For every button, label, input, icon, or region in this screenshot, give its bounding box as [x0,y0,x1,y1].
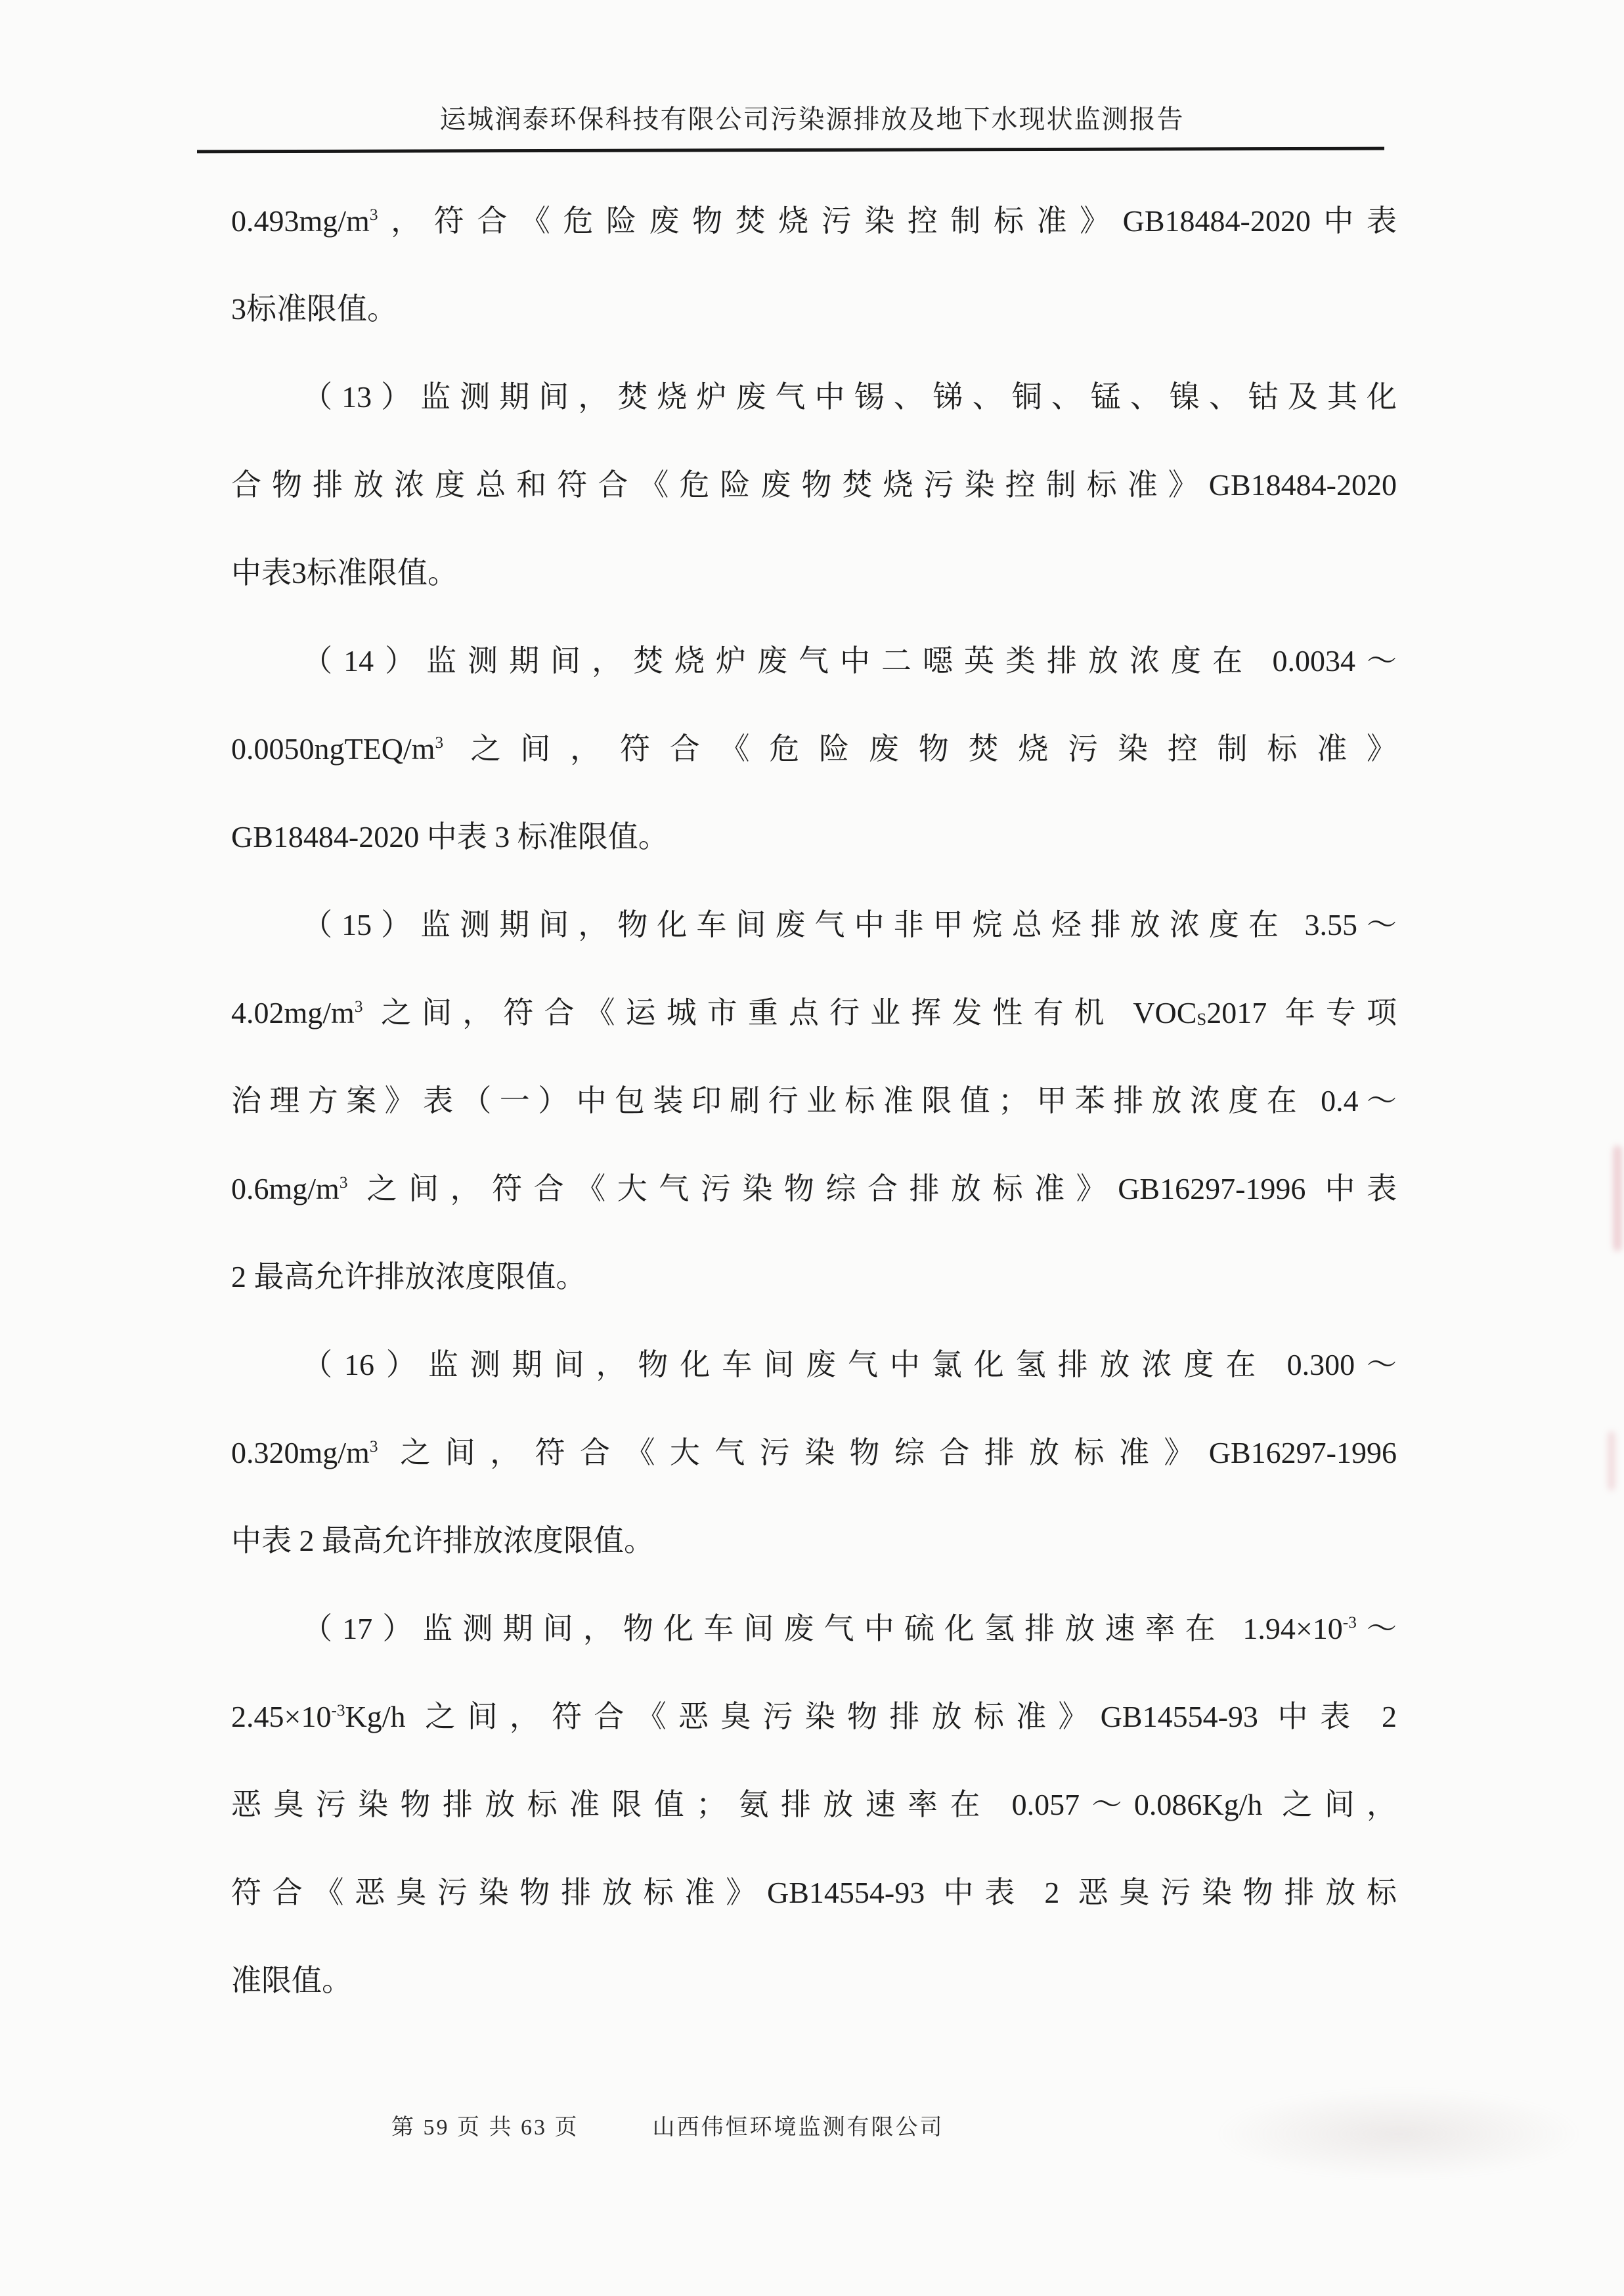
text-sub: S [1196,1009,1207,1029]
text-run: ，符合《危险废物焚烧污染控制标准》GB18484-2020中表 [378,204,1397,238]
text-sup: -3 [1342,1613,1357,1632]
text-run: 2017 年专项 [1206,996,1397,1029]
scan-edge-artifact [1613,1146,1621,1251]
page-number: 第 59 页 共 63 页 [391,2115,579,2140]
text-run: 合物排放浓度总和符合《危险废物焚烧污染控制标准》GB18484-2020 [231,468,1397,502]
body-text [231,177,1397,2025]
text-run: 2 最高允许排放浓度限值。 [231,1260,586,1293]
body-line [231,793,1397,881]
text-run: 之间，符合《运城市重点行业挥发性有机 VOC [362,996,1197,1029]
text-run: （13）监测期间，焚烧炉废气中锡、锑、铜、锰、镍、钴及其化 [302,380,1397,414]
body-line [231,617,1397,705]
body-line [231,969,1397,1057]
body-line [231,1673,1397,1761]
body-line [231,1145,1397,1233]
body-line [231,1057,1397,1145]
body-line [231,1409,1397,1497]
body-line [231,881,1397,969]
text-sup: 3 [435,733,444,752]
text-run: 0.320mg/m [231,1436,370,1469]
body-line [231,265,1397,353]
text-run: 恶臭污染物排放标准限值；氨排放速率在 0.057～0.086Kg/h 之间， [231,1788,1397,1821]
body-line [231,353,1397,441]
body-line [231,177,1397,265]
text-run: 3标准限值。 [231,292,397,326]
text-run: 准限值。 [231,1964,352,1997]
text-sup: 3 [339,1173,348,1192]
header-divider [197,147,1384,154]
body-line [231,1849,1397,1937]
text-run: （14）监测期间，焚烧炉废气中二噁英类排放浓度在 0.0034～ [302,644,1397,678]
text-run: 0.6mg/m [231,1172,340,1205]
body-line [231,1497,1397,1585]
text-run: 中表 2 最高允许排放浓度限值。 [231,1524,654,1557]
body-line [231,1233,1397,1321]
body-line [231,529,1397,617]
text-sup: 3 [369,205,378,224]
text-run: （17）监测期间，物化车间废气中硫化氢排放速率在 1.94×10 [302,1612,1343,1645]
text-sup: -3 [331,1700,345,1720]
text-run: 之间，符合《危险废物焚烧污染控制标准》 [443,732,1397,766]
text-run: 治理方案》表（一）中包装印刷行业标准限值；甲苯排放浓度在 0.4～ [231,1084,1397,1117]
body-line [231,441,1397,529]
body-line [231,705,1397,793]
text-run: 4.02mg/m [231,996,355,1029]
page-footer [391,2109,944,2141]
text-run: （16）监测期间，物化车间废气中氯化氢排放浓度在 0.300～ [302,1348,1397,1381]
body-line [231,1585,1397,1673]
body-line [231,1321,1397,1409]
text-run: ～ [1356,1612,1397,1645]
scan-edge-artifact [1608,1431,1615,1490]
text-sup: 3 [354,997,363,1016]
text-run: 之间，符合《大气污染物综合排放标准》GB16297-1996 中表 [347,1172,1397,1205]
text-run: （15）监测期间，物化车间废气中非甲烷总烃排放浓度在 3.55～ [302,908,1397,942]
text-run: 之间，符合《大气污染物综合排放标准》GB16297-1996 [378,1436,1397,1469]
text-run: GB18484-2020 中表 3 标准限值。 [231,820,669,854]
body-line [231,1761,1397,1849]
company-name: 山西伟恒环境监测有限公司 [652,2115,944,2140]
text-run: 符合《恶臭污染物排放标准》GB14554-93 中表 2 恶臭污染物排放标 [231,1876,1397,1909]
scan-smudge [1215,2088,1583,2180]
text-run: 0.0050ngTEQ/m [231,732,435,766]
text-run: Kg/h 之间，符合《恶臭污染物排放标准》GB14554-93 中表 2 [345,1700,1397,1733]
text-run: 中表3标准限值。 [231,556,458,590]
text-sup: 3 [369,1437,378,1456]
body-line [231,1937,1397,2025]
text-run: 0.493mg/m [231,204,370,238]
page-header-title: 运城润泰环保科技有限公司污染源排放及地下水现状监测报告 [439,104,1185,134]
text-run: 2.45×10 [231,1700,332,1733]
